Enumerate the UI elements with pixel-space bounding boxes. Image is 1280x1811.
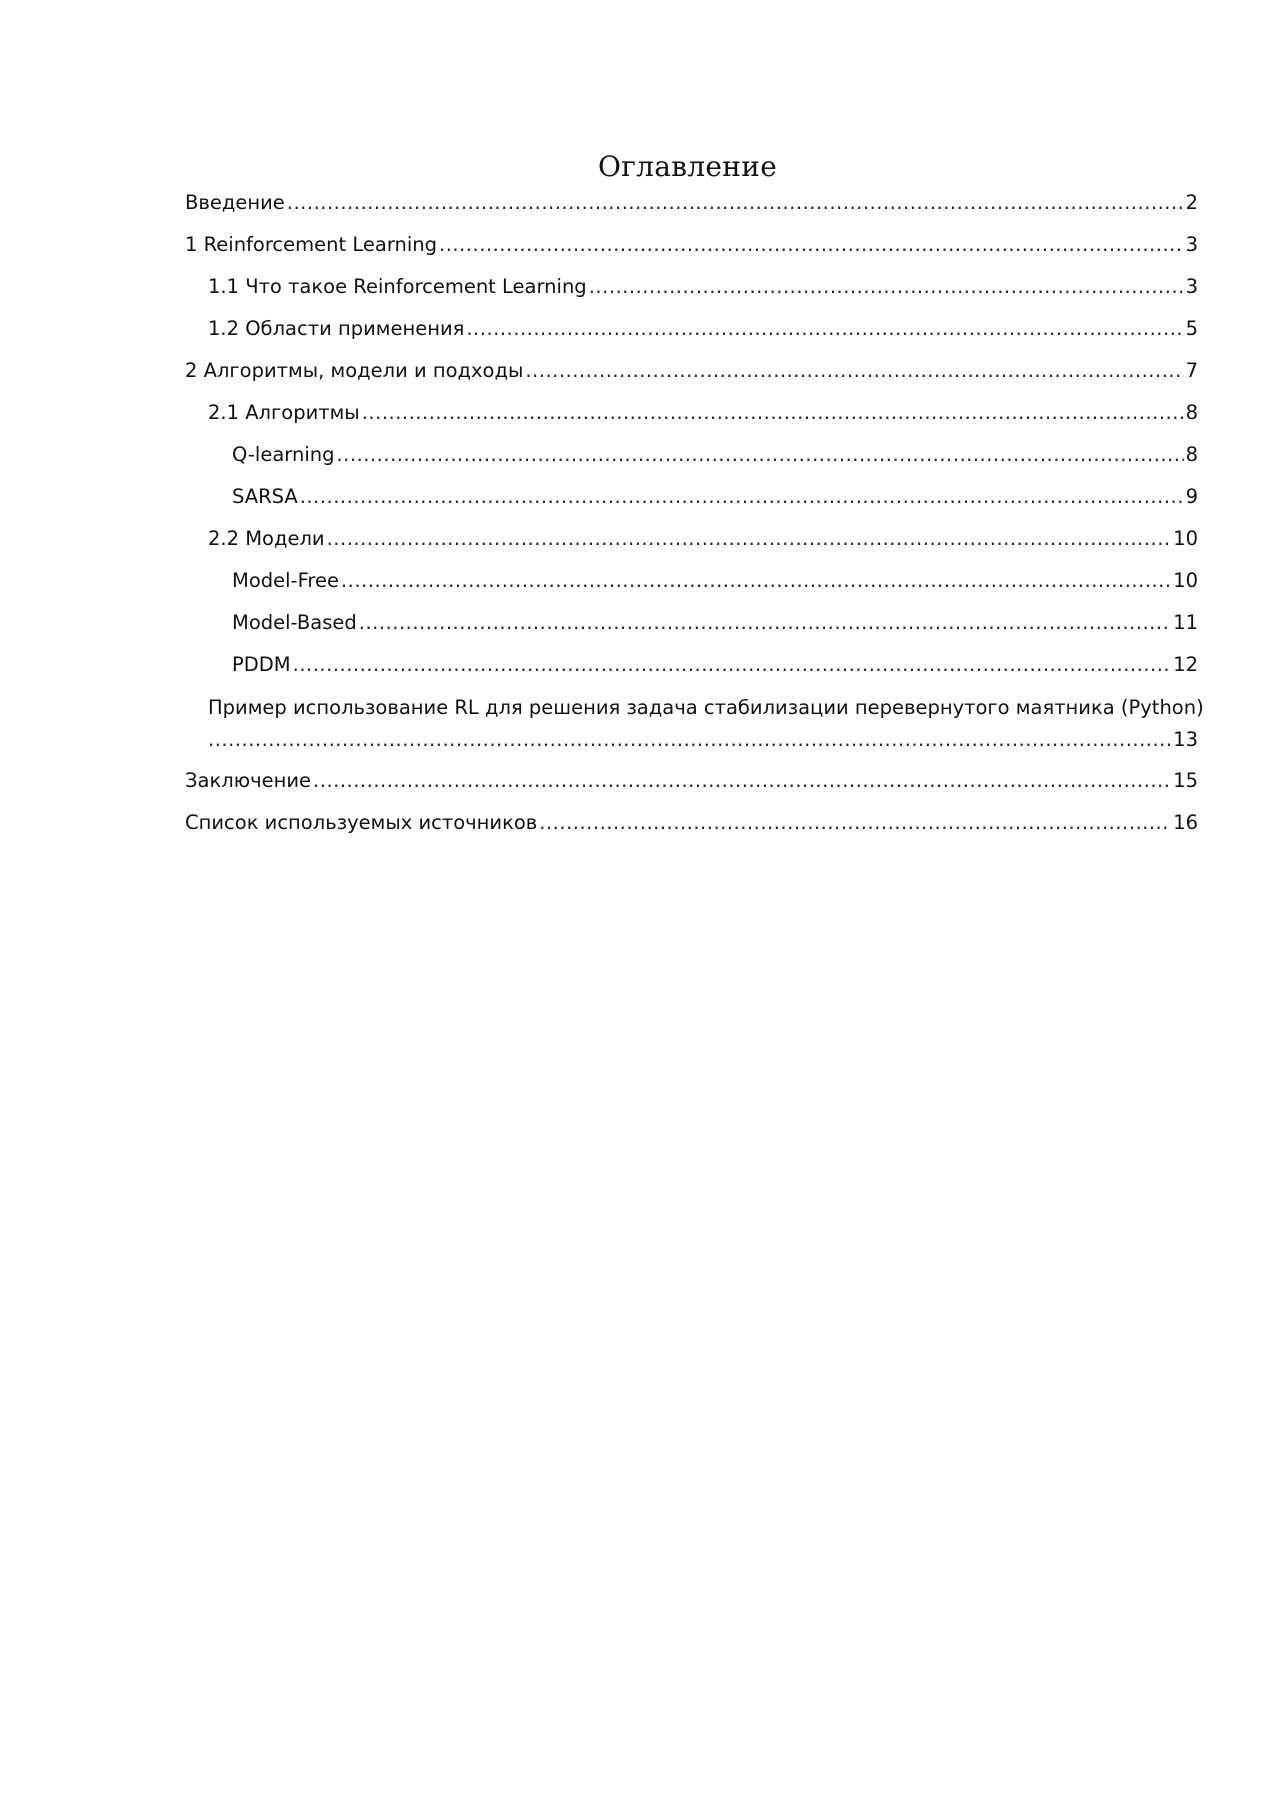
toc-entry-label: Заключение bbox=[185, 769, 312, 792]
toc-entry-sarsa[interactable] bbox=[185, 482, 1198, 524]
toc-entry-algorithms[interactable] bbox=[185, 398, 1198, 440]
toc-entry-introduction[interactable] bbox=[185, 188, 1198, 230]
toc-entry-reinforcement-learning[interactable] bbox=[185, 230, 1198, 272]
toc-entry-model-based[interactable] bbox=[185, 608, 1198, 650]
toc-dot-leader bbox=[589, 272, 1184, 302]
toc-dot-leader bbox=[539, 808, 1171, 838]
toc-entry-label: Q-learning bbox=[232, 443, 335, 466]
toc-dot-leader bbox=[362, 398, 1184, 428]
toc-entry-page: 12 bbox=[1173, 653, 1198, 676]
toc-entry-label: Список используемых источников bbox=[185, 811, 538, 834]
toc-entry-page: 7 bbox=[1185, 359, 1198, 382]
toc-entry-label: 2.2 Модели bbox=[208, 527, 325, 550]
toc-entry-label: Model-Based bbox=[232, 611, 357, 634]
toc-entry-page: 8 bbox=[1185, 443, 1198, 466]
toc-dot-leader bbox=[313, 766, 1171, 796]
toc-entry-label: PDDM bbox=[232, 653, 291, 676]
toc-entry-what-is-rl[interactable] bbox=[185, 272, 1198, 314]
toc-entry-label: 1 Reinforcement Learning bbox=[185, 233, 438, 256]
toc-dot-leader bbox=[439, 230, 1184, 260]
toc-entry-label: 1.1 Что такое Reinforcement Learning bbox=[208, 275, 587, 298]
toc-dot-leader bbox=[466, 314, 1183, 344]
toc-entry-continuation bbox=[208, 724, 1198, 756]
toc-entry-page: 9 bbox=[1185, 485, 1198, 508]
toc-dot-leader bbox=[208, 724, 1171, 756]
toc-dot-leader bbox=[287, 188, 1184, 218]
toc-dot-leader bbox=[359, 608, 1171, 638]
toc-entry-page: 2 bbox=[1185, 191, 1198, 214]
table-of-contents bbox=[185, 188, 1204, 850]
toc-entry-applications[interactable] bbox=[185, 314, 1198, 356]
toc-entry-page: 5 bbox=[1185, 317, 1198, 340]
toc-entry-models[interactable] bbox=[185, 524, 1198, 566]
toc-dot-leader bbox=[341, 566, 1171, 596]
toc-entry-label: Введение bbox=[185, 191, 285, 214]
toc-entry-page: 11 bbox=[1173, 611, 1198, 634]
toc-entry-conclusion[interactable] bbox=[185, 766, 1198, 808]
toc-entry-label: Model-Free bbox=[232, 569, 339, 592]
toc-entry-algorithms-models-approaches[interactable] bbox=[185, 356, 1198, 398]
toc-entry-label: 2.1 Алгоритмы bbox=[208, 401, 360, 424]
toc-title: Оглавление bbox=[597, 150, 778, 183]
toc-entry-label: Пример использование RL для решения задача стабилизации перевернутого маятника (Python) bbox=[208, 696, 1204, 719]
toc-entry-pendulum-example[interactable] bbox=[185, 692, 1204, 766]
toc-dot-leader bbox=[327, 524, 1172, 554]
toc-dot-leader bbox=[525, 356, 1183, 386]
toc-dot-leader bbox=[293, 650, 1172, 680]
toc-entry-q-learning[interactable] bbox=[185, 440, 1198, 482]
toc-entry-page: 16 bbox=[1173, 811, 1198, 834]
toc-entry-label: SARSA bbox=[232, 485, 298, 508]
toc-entry-label: 1.2 Области применения bbox=[208, 317, 465, 340]
toc-dot-leader bbox=[336, 440, 1183, 470]
toc-entry-label: 2 Алгоритмы, модели и подходы bbox=[185, 359, 524, 382]
toc-entry-page: 15 bbox=[1173, 769, 1198, 792]
toc-dot-leader bbox=[300, 482, 1184, 512]
toc-entry-references[interactable] bbox=[185, 808, 1198, 850]
toc-entry-model-free[interactable] bbox=[185, 566, 1198, 608]
toc-entry-page: 10 bbox=[1173, 527, 1198, 550]
toc-entry-page: 13 bbox=[1173, 728, 1198, 751]
toc-entry-page: 10 bbox=[1173, 569, 1198, 592]
toc-entry-page: 3 bbox=[1185, 275, 1198, 298]
toc-entry-pddm[interactable] bbox=[185, 650, 1198, 692]
toc-entry-page: 3 bbox=[1185, 233, 1198, 256]
toc-entry-page: 8 bbox=[1185, 401, 1198, 424]
